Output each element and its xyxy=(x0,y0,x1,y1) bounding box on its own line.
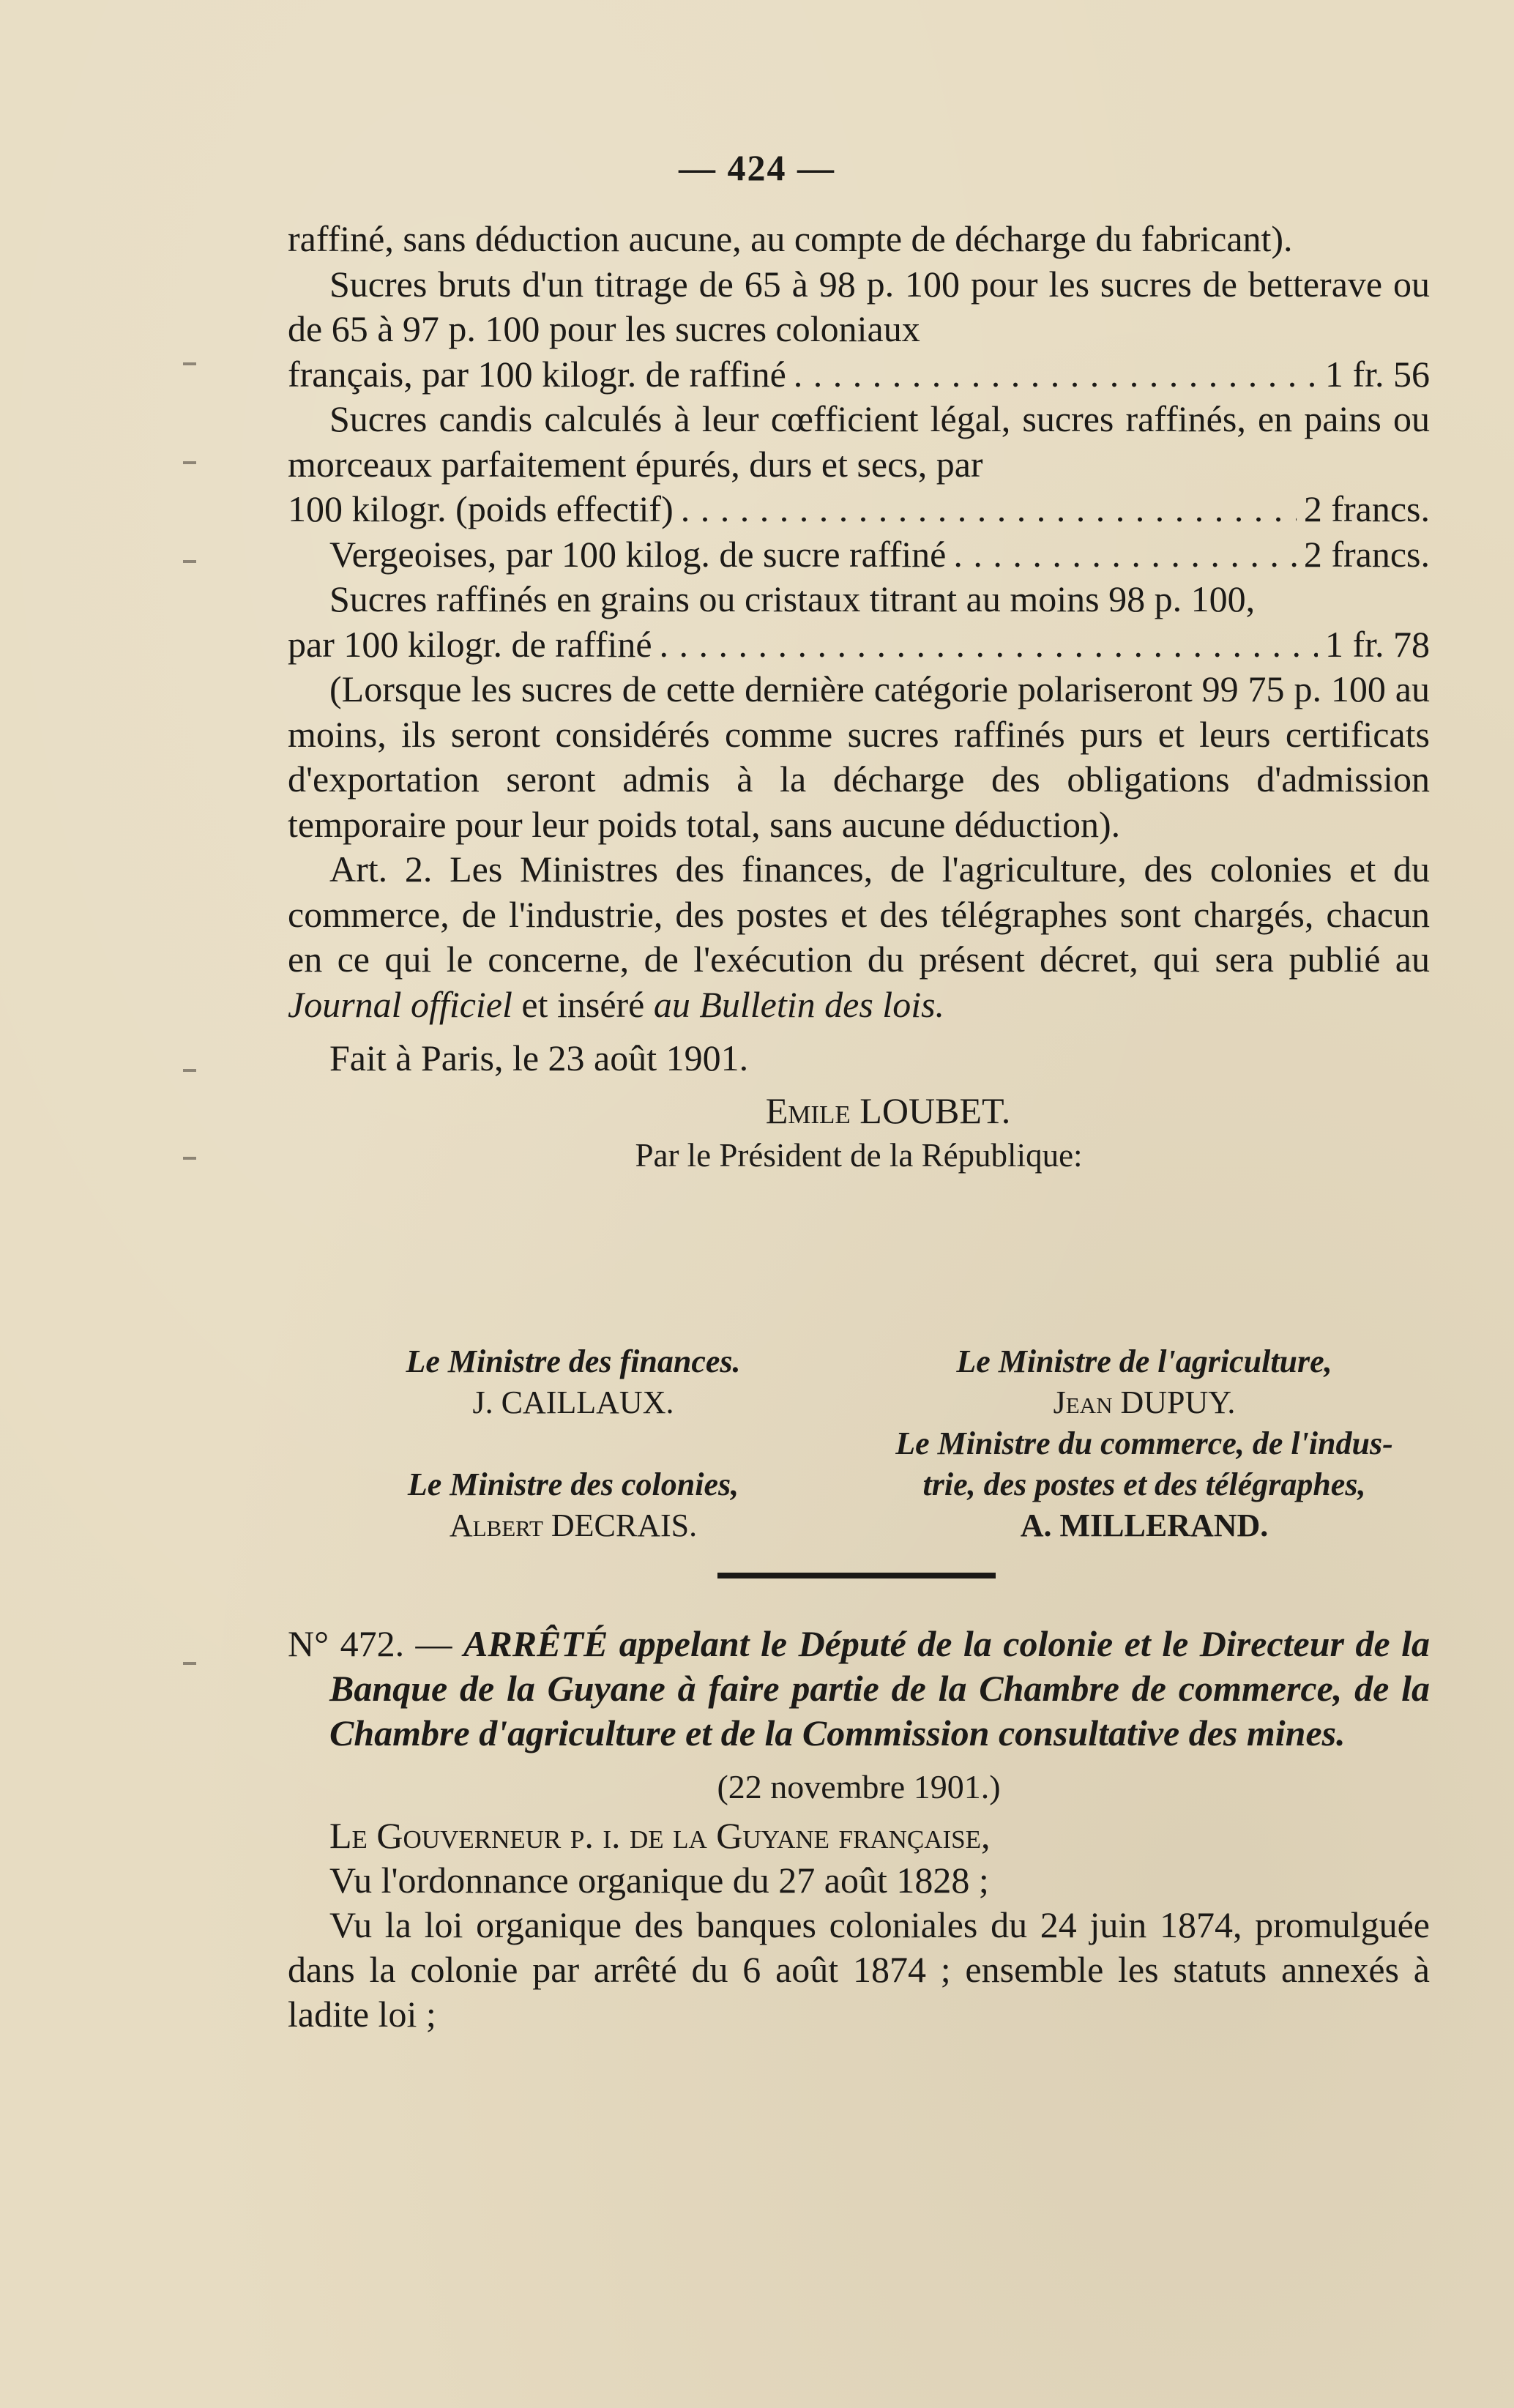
sucres-candis-label: 100 kilogr. (poids effectif) xyxy=(288,488,674,529)
paragraph-raffine: raffiné, sans déduction aucune, au compte de décharge du fabricant). xyxy=(288,218,1293,259)
article-2-text: Art. 2. Les Ministres des finances, de l'agriculture, des colonies et du commerce, de l'industrie, des postes et des télégraphes sont chargés, chacun en ce qui le concerne, de l'exécution du présent décret, qui sera publié au xyxy=(288,849,1430,980)
journal-officiel: Journal officiel xyxy=(288,983,512,1025)
dot-leader xyxy=(681,487,1297,532)
ministers-signatures xyxy=(288,1341,1430,1546)
arrete-section xyxy=(288,1622,1430,2037)
margin-mark xyxy=(183,362,196,365)
arrete-title: ARRÊTÉ appelant le Député de la colonie et le Directeur de la Banque de la Guyane à faire partie de la Chambre de commerce, de la Chambre d'agriculture et de la Commission consultative des mines. xyxy=(329,1623,1431,1753)
vergeoises-price: 2 francs. xyxy=(1303,533,1430,575)
minister-finances-title: Le Ministre des finances. xyxy=(406,1343,741,1379)
minister-colonies-title: Le Ministre des colonies, xyxy=(407,1466,739,1502)
arrete-date: (22 novembre 1901.) xyxy=(717,1768,1001,1805)
minister-commerce-title-b: trie, des postes et des télégraphes, xyxy=(922,1466,1366,1502)
fait-a-paris: Fait à Paris, le 23 août 1901. xyxy=(329,1037,749,1078)
vu-loi-organique: Vu la loi organique des banques coloniales du 24 juin 1874, promulguée dans la colonie par arrêté du 6 août 1874 ; ensemble les statuts annexés à ladite loi ; xyxy=(288,1904,1430,2035)
signature-row-2 xyxy=(288,1423,1430,1546)
minister-agriculture-name: Jean DUPUY. xyxy=(1053,1384,1236,1420)
sucres-raffines-price: 1 fr. 78 xyxy=(1324,623,1430,665)
paragraph-polariseront: (Lorsque les sucres de cette dernière catégorie polariseront 99 75 p. 100 au moins, ils seront considérés comme sucres raffinés purs et leurs certificats d'exportation seront admis à la décharge des obligations d'admission temporaire pour leur poids total, sans aucune déduction). xyxy=(288,668,1430,845)
signature-commerce xyxy=(859,1423,1430,1546)
paragraph-article-2 xyxy=(288,847,1430,1027)
signature-row-1 xyxy=(288,1341,1430,1423)
main-text-block xyxy=(288,217,1430,1179)
minister-commerce-title-a: Le Ministre du commerce, de l'indus- xyxy=(895,1425,1393,1461)
dot-leader xyxy=(660,622,1318,668)
sucres-bruts-price: 1 fr. 56 xyxy=(1324,353,1430,395)
sucres-bruts-label: français, par 100 kilogr. de raffiné xyxy=(288,353,786,395)
line-vergeoises xyxy=(288,532,1430,578)
sucres-raffines-label: par 100 kilogr. de raffiné xyxy=(288,623,652,665)
margin-mark xyxy=(183,560,196,563)
margin-mark xyxy=(183,461,196,464)
arrete-heading-text xyxy=(288,1622,1430,1756)
page-number: — 424 — xyxy=(679,147,835,188)
dot-leader xyxy=(794,352,1318,398)
section-divider xyxy=(717,1573,996,1578)
margin-mark xyxy=(183,1069,196,1072)
minister-colonies-name: Albert DECRAIS. xyxy=(449,1507,698,1543)
minister-commerce-name: A. MILLERAND. xyxy=(1020,1507,1269,1543)
bulletin-des-lois: au Bulletin des lois. xyxy=(653,983,945,1025)
minister-finances-name: J. CAILLAUX. xyxy=(472,1384,674,1420)
margin-mark xyxy=(183,1157,196,1160)
line-sucres-bruts-value xyxy=(288,352,1430,398)
gouverneur: Le Gouverneur p. i. de la Guyane française, xyxy=(329,1815,991,1856)
vu-ordonnance: Vu l'ordonnance organique du 27 août 1828 ; xyxy=(329,1860,989,1901)
dot-leader xyxy=(953,532,1297,578)
signature-colonies xyxy=(288,1423,859,1546)
minister-agriculture-title: Le Ministre de l'agriculture, xyxy=(956,1343,1332,1379)
margin-mark xyxy=(183,1662,196,1665)
paragraph-sucres-candis: Sucres candis calculés à leur cœfficient légal, sucres raffinés, en pains ou morceaux parfaitement épurés, durs et secs, par xyxy=(288,398,1430,485)
par-le-president: Par le Président de la République: xyxy=(635,1137,1083,1174)
article-2-insere: et inséré xyxy=(521,983,645,1025)
vergeoises-label: Vergeoises, par 100 kilog. de sucre raffiné xyxy=(329,533,947,575)
line-sucres-raffines-value xyxy=(288,622,1430,668)
paragraph-sucres-bruts: Sucres bruts d'un titrage de 65 à 98 p. 100 pour les sucres de betterave ou de 65 à 97 p. 100 pour les sucres coloniaux xyxy=(288,263,1430,349)
sucres-candis-price: 2 francs. xyxy=(1303,488,1430,529)
signature-finances xyxy=(288,1341,859,1423)
arrete-heading xyxy=(288,1622,1430,1756)
arrete-number: N° 472. — xyxy=(288,1623,452,1664)
president-signature: Emile LOUBET. xyxy=(765,1089,1011,1131)
line-sucres-candis-value xyxy=(288,487,1430,532)
paragraph-sucres-raffines: Sucres raffinés en grains ou cristaux titrant au moins 98 p. 100, xyxy=(329,578,1256,619)
signature-agriculture xyxy=(859,1341,1430,1423)
